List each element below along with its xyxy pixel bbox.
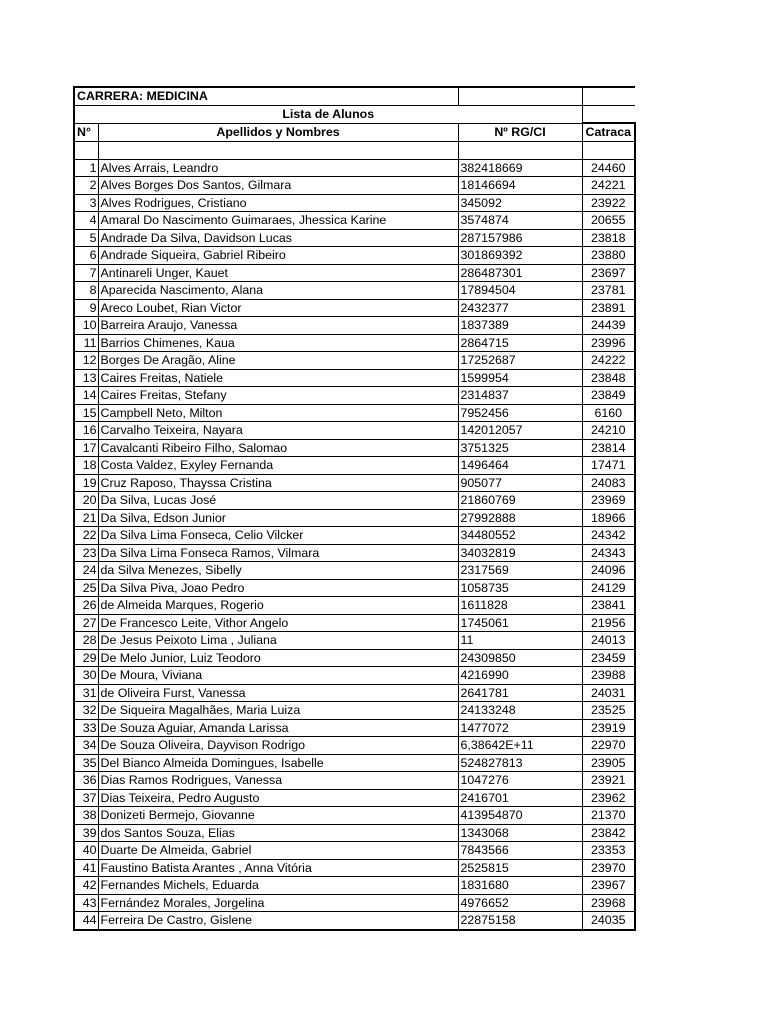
- student-name: De Jesus Peixoto Lima , Juliana: [98, 632, 458, 650]
- student-name: Da Silva, Lucas José: [98, 492, 458, 510]
- student-table: [73, 86, 636, 931]
- row-number: 26: [74, 597, 98, 615]
- student-name: Da Silva Lima Fonseca, Celio Vilcker: [98, 527, 458, 545]
- row-number: 42: [74, 877, 98, 895]
- student-rg-ci: 21860769: [458, 492, 582, 510]
- student-catraca: 20655: [582, 212, 635, 230]
- student-name: De Souza Oliveira, Dayvison Rodrigo: [98, 737, 458, 755]
- student-catraca: 24031: [582, 684, 635, 702]
- row-number: 5: [74, 229, 98, 247]
- table-row: [74, 614, 635, 632]
- student-rg-ci: 24133248: [458, 702, 582, 720]
- table-row: [74, 877, 635, 895]
- student-name: de Oliveira Furst, Vanessa: [98, 684, 458, 702]
- student-rg-ci: 18146694: [458, 177, 582, 195]
- table-row: [74, 282, 635, 300]
- row-number: 13: [74, 369, 98, 387]
- student-rg-ci: 3751325: [458, 439, 582, 457]
- column-header-number: N°: [74, 123, 98, 141]
- student-name: Donizeti Bermejo, Giovanne: [98, 807, 458, 825]
- table-row: [74, 754, 635, 772]
- student-rg-ci: 2641781: [458, 684, 582, 702]
- student-catraca: 22970: [582, 737, 635, 755]
- student-rg-ci: 6,38642E+11: [458, 737, 582, 755]
- student-catraca: 23905: [582, 754, 635, 772]
- student-name: Cruz Raposo, Thayssa Cristina: [98, 474, 458, 492]
- student-rg-ci: 1831680: [458, 877, 582, 895]
- table-row: [74, 212, 635, 230]
- student-catraca: 23922: [582, 194, 635, 212]
- student-name: De Souza Aguiar, Amanda Larissa: [98, 719, 458, 737]
- student-catraca: 23962: [582, 789, 635, 807]
- student-name: Da Silva Lima Fonseca Ramos, Vilmara: [98, 544, 458, 562]
- row-number: 29: [74, 649, 98, 667]
- student-rg-ci: 1343068: [458, 824, 582, 842]
- student-rg-ci: 1745061: [458, 614, 582, 632]
- row-number: 17: [74, 439, 98, 457]
- student-catraca: 24013: [582, 632, 635, 650]
- title-blank-cell: [582, 105, 635, 123]
- row-number: 31: [74, 684, 98, 702]
- row-number: 8: [74, 282, 98, 300]
- student-rg-ci: 22875158: [458, 912, 582, 930]
- student-name: Dias Ramos Rodrigues, Vanessa: [98, 772, 458, 790]
- student-catraca: 23697: [582, 264, 635, 282]
- student-name: Fernández Morales, Jorgelina: [98, 894, 458, 912]
- student-rg-ci: 2314837: [458, 387, 582, 405]
- student-rg-ci: 905077: [458, 474, 582, 492]
- row-number: 39: [74, 824, 98, 842]
- student-rg-ci: 286487301: [458, 264, 582, 282]
- table-row: [74, 842, 635, 860]
- student-rg-ci: 4976652: [458, 894, 582, 912]
- table-row: [74, 579, 635, 597]
- student-name: De Francesco Leite, Vithor Angelo: [98, 614, 458, 632]
- student-catraca: 24439: [582, 317, 635, 335]
- student-catraca: 24342: [582, 527, 635, 545]
- row-number: 40: [74, 842, 98, 860]
- table-row: [74, 369, 635, 387]
- student-name: Areco Loubet, Rian Victor: [98, 299, 458, 317]
- student-catraca: 23525: [582, 702, 635, 720]
- student-catraca: 24096: [582, 562, 635, 580]
- table-row: [74, 702, 635, 720]
- student-name: Carvalho Teixeira, Nayara: [98, 422, 458, 440]
- student-rg-ci: 2525815: [458, 859, 582, 877]
- student-catraca: 24210: [582, 422, 635, 440]
- list-title: Lista de Alunos: [74, 105, 582, 123]
- table-row: [74, 859, 635, 877]
- student-catraca: 23969: [582, 492, 635, 510]
- row-number: 12: [74, 352, 98, 370]
- table-row: [74, 229, 635, 247]
- student-name: Alves Rodrigues, Cristiano: [98, 194, 458, 212]
- student-name: Alves Arrais, Leandro: [98, 159, 458, 177]
- column-header-row: [74, 123, 635, 141]
- student-list-sheet: [73, 86, 636, 931]
- table-row: [74, 387, 635, 405]
- student-rg-ci: 4216990: [458, 667, 582, 685]
- student-catraca: 23353: [582, 842, 635, 860]
- student-name: Fernandes Michels, Eduarda: [98, 877, 458, 895]
- student-rg-ci: 1837389: [458, 317, 582, 335]
- student-catraca: 21956: [582, 614, 635, 632]
- student-catraca: 24343: [582, 544, 635, 562]
- table-row: [74, 422, 635, 440]
- row-number: 24: [74, 562, 98, 580]
- student-catraca: 23818: [582, 229, 635, 247]
- student-catraca: 6160: [582, 404, 635, 422]
- row-number: 30: [74, 667, 98, 685]
- student-catraca: 23781: [582, 282, 635, 300]
- student-rg-ci: 1477072: [458, 719, 582, 737]
- table-row: [74, 527, 635, 545]
- row-number: 16: [74, 422, 98, 440]
- column-header-catraca: Catraca: [582, 123, 635, 141]
- row-number: 9: [74, 299, 98, 317]
- student-rows: [74, 159, 635, 930]
- row-number: 28: [74, 632, 98, 650]
- student-rg-ci: 34032819: [458, 544, 582, 562]
- student-catraca: 21370: [582, 807, 635, 825]
- student-name: Ferreira De Castro, Gislene: [98, 912, 458, 930]
- title-row: [74, 105, 635, 123]
- student-catraca: 23880: [582, 247, 635, 265]
- student-name: Da Silva, Edson Junior: [98, 509, 458, 527]
- student-catraca: 23848: [582, 369, 635, 387]
- row-number: 38: [74, 807, 98, 825]
- table-row: [74, 299, 635, 317]
- student-name: Antinareli Unger, Kauet: [98, 264, 458, 282]
- student-name: Caires Freitas, Natiele: [98, 369, 458, 387]
- student-name: Dias Teixeira, Pedro Augusto: [98, 789, 458, 807]
- student-catraca: 24222: [582, 352, 635, 370]
- student-rg-ci: 382418669: [458, 159, 582, 177]
- student-rg-ci: 7952456: [458, 404, 582, 422]
- table-row: [74, 317, 635, 335]
- row-number: 34: [74, 737, 98, 755]
- student-catraca: 23842: [582, 824, 635, 842]
- table-row: [74, 194, 635, 212]
- student-rg-ci: 17252687: [458, 352, 582, 370]
- row-number: 11: [74, 334, 98, 352]
- table-row: [74, 352, 635, 370]
- career-open-cell: [582, 87, 635, 105]
- student-name: Aparecida Nascimento, Alana: [98, 282, 458, 300]
- student-name: Andrade Siqueira, Gabriel Ribeiro: [98, 247, 458, 265]
- student-catraca: 23988: [582, 667, 635, 685]
- student-name: De Moura, Viviana: [98, 667, 458, 685]
- student-catraca: 23967: [582, 877, 635, 895]
- student-rg-ci: 24309850: [458, 649, 582, 667]
- student-catraca: 23921: [582, 772, 635, 790]
- table-row: [74, 404, 635, 422]
- table-row: [74, 824, 635, 842]
- student-name: Barrios Chimenes, Kaua: [98, 334, 458, 352]
- student-catraca: 23891: [582, 299, 635, 317]
- student-rg-ci: 287157986: [458, 229, 582, 247]
- table-row: [74, 457, 635, 475]
- student-rg-ci: 7843566: [458, 842, 582, 860]
- table-row: [74, 474, 635, 492]
- table-row: [74, 159, 635, 177]
- table-row: [74, 632, 635, 650]
- student-rg-ci: 1058735: [458, 579, 582, 597]
- table-row: [74, 737, 635, 755]
- student-name: Barreira Araujo, Vanessa: [98, 317, 458, 335]
- student-name: De Siqueira Magalhães, Maria Luiza: [98, 702, 458, 720]
- student-rg-ci: 2864715: [458, 334, 582, 352]
- student-catraca: 23996: [582, 334, 635, 352]
- row-number: 10: [74, 317, 98, 335]
- student-rg-ci: 1496464: [458, 457, 582, 475]
- student-name: Costa Valdez, Exyley Fernanda: [98, 457, 458, 475]
- table-row: [74, 772, 635, 790]
- row-number: 14: [74, 387, 98, 405]
- student-name: Cavalcanti Ribeiro Filho, Salomao: [98, 439, 458, 457]
- student-name: Amaral Do Nascimento Guimaraes, Jhessica Karine: [98, 212, 458, 230]
- student-rg-ci: 301869392: [458, 247, 582, 265]
- student-name: Campbell Neto, Milton: [98, 404, 458, 422]
- table-row: [74, 177, 635, 195]
- table-row: [74, 649, 635, 667]
- spacer-row: [74, 141, 635, 159]
- student-catraca: 24460: [582, 159, 635, 177]
- row-number: 27: [74, 614, 98, 632]
- student-rg-ci: 1599954: [458, 369, 582, 387]
- row-number: 32: [74, 702, 98, 720]
- student-name: dos Santos Souza, Elias: [98, 824, 458, 842]
- row-number: 44: [74, 912, 98, 930]
- table-row: [74, 667, 635, 685]
- student-catraca: 24083: [582, 474, 635, 492]
- row-number: 36: [74, 772, 98, 790]
- student-rg-ci: 34480552: [458, 527, 582, 545]
- table-row: [74, 439, 635, 457]
- student-catraca: 17471: [582, 457, 635, 475]
- student-name: de Almeida Marques, Rogerio: [98, 597, 458, 615]
- student-catraca: 23970: [582, 859, 635, 877]
- student-name: Del Bianco Almeida Domingues, Isabelle: [98, 754, 458, 772]
- table-row: [74, 684, 635, 702]
- student-name: Da Silva Piva, Joao Pedro: [98, 579, 458, 597]
- student-name: da Silva Menezes, Sibelly: [98, 562, 458, 580]
- table-row: [74, 562, 635, 580]
- student-rg-ci: 3574874: [458, 212, 582, 230]
- student-rg-ci: 142012057: [458, 422, 582, 440]
- column-header-name: Apellidos y Nombres: [98, 123, 458, 141]
- row-number: 41: [74, 859, 98, 877]
- row-number: 20: [74, 492, 98, 510]
- row-number: 4: [74, 212, 98, 230]
- student-catraca: 24035: [582, 912, 635, 930]
- student-catraca: 23814: [582, 439, 635, 457]
- student-catraca: 23968: [582, 894, 635, 912]
- row-number: 21: [74, 509, 98, 527]
- student-rg-ci: 1611828: [458, 597, 582, 615]
- column-header-id: Nº RG/CI: [458, 123, 582, 141]
- row-number: 7: [74, 264, 98, 282]
- student-catraca: 23841: [582, 597, 635, 615]
- student-rg-ci: 413954870: [458, 807, 582, 825]
- row-number: 1: [74, 159, 98, 177]
- student-name: Duarte De Almeida, Gabriel: [98, 842, 458, 860]
- student-rg-ci: 17894504: [458, 282, 582, 300]
- table-row: [74, 807, 635, 825]
- student-rg-ci: 11: [458, 632, 582, 650]
- table-row: [74, 912, 635, 930]
- row-number: 43: [74, 894, 98, 912]
- table-row: [74, 894, 635, 912]
- student-name: Borges De Aragão, Aline: [98, 352, 458, 370]
- career-row: [74, 87, 635, 105]
- table-row: [74, 264, 635, 282]
- student-catraca: 18966: [582, 509, 635, 527]
- student-name: De Melo Junior, Luiz Teodoro: [98, 649, 458, 667]
- row-number: 3: [74, 194, 98, 212]
- table-row: [74, 247, 635, 265]
- student-rg-ci: 2432377: [458, 299, 582, 317]
- row-number: 6: [74, 247, 98, 265]
- table-row: [74, 719, 635, 737]
- student-catraca: 23919: [582, 719, 635, 737]
- table-row: [74, 544, 635, 562]
- table-row: [74, 492, 635, 510]
- row-number: 33: [74, 719, 98, 737]
- student-name: Andrade Da Silva, Davidson Lucas: [98, 229, 458, 247]
- student-name: Alves Borges Dos Santos, Gilmara: [98, 177, 458, 195]
- career-empty-cell: [458, 87, 582, 105]
- row-number: 37: [74, 789, 98, 807]
- row-number: 23: [74, 544, 98, 562]
- row-number: 2: [74, 177, 98, 195]
- table-row: [74, 789, 635, 807]
- row-number: 19: [74, 474, 98, 492]
- row-number: 15: [74, 404, 98, 422]
- student-name: Caires Freitas, Stefany: [98, 387, 458, 405]
- career-label: CARRERA: MEDICINA: [74, 87, 458, 105]
- student-catraca: 23459: [582, 649, 635, 667]
- row-number: 18: [74, 457, 98, 475]
- student-catraca: 23849: [582, 387, 635, 405]
- table-row: [74, 509, 635, 527]
- student-name: Faustino Batista Arantes , Anna Vitória: [98, 859, 458, 877]
- student-rg-ci: 2416701: [458, 789, 582, 807]
- table-row: [74, 597, 635, 615]
- row-number: 22: [74, 527, 98, 545]
- table-row: [74, 334, 635, 352]
- student-catraca: 24129: [582, 579, 635, 597]
- student-rg-ci: 1047276: [458, 772, 582, 790]
- student-rg-ci: 27992888: [458, 509, 582, 527]
- student-catraca: 24221: [582, 177, 635, 195]
- student-rg-ci: 345092: [458, 194, 582, 212]
- student-rg-ci: 524827813: [458, 754, 582, 772]
- student-rg-ci: 2317569: [458, 562, 582, 580]
- row-number: 35: [74, 754, 98, 772]
- row-number: 25: [74, 579, 98, 597]
